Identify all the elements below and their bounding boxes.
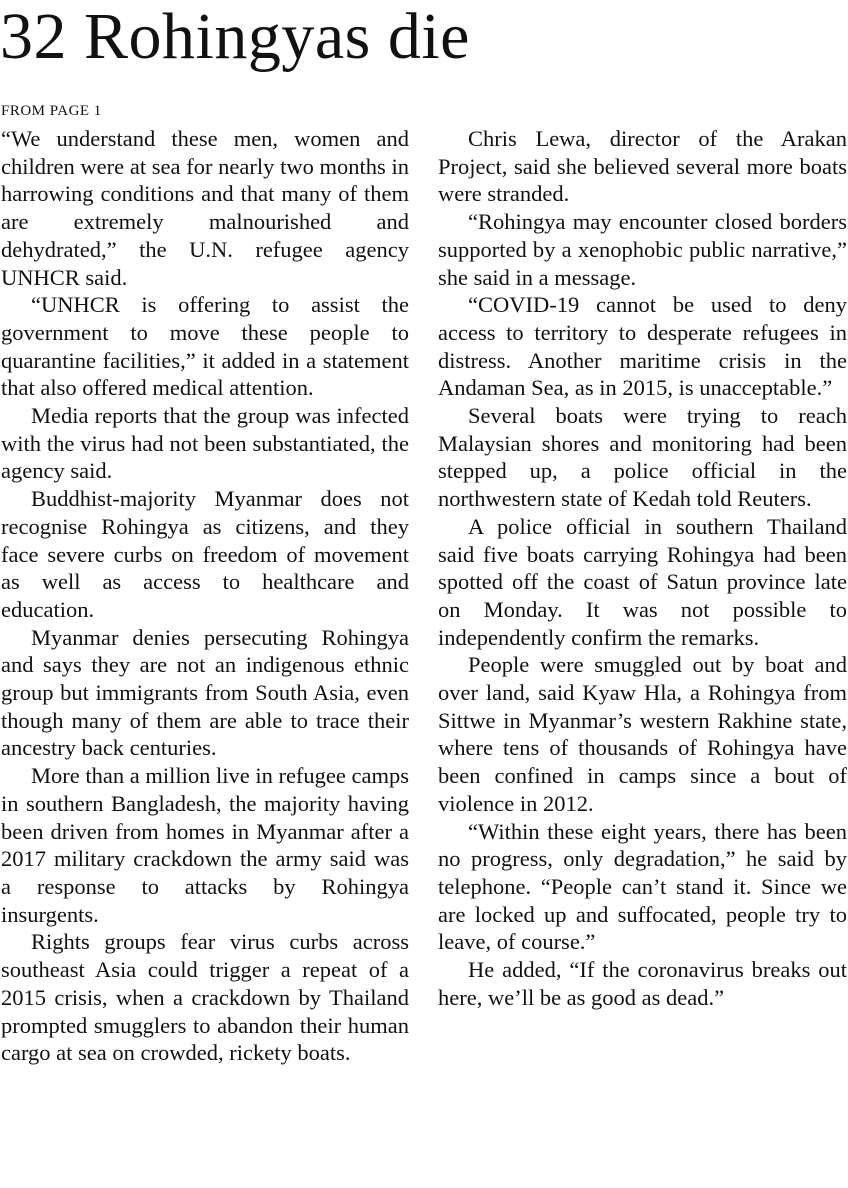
paragraph: “COVID-19 cannot be used to deny access to territory to desperate refugees in distress. Another maritime crisis in the Andaman Sea, as in 2015, is unacceptable.” [438, 292, 847, 401]
paragraph: Media reports that the group was infected with the virus had not been substantiated, the agency said. [1, 403, 409, 484]
paragraph: Chris Lewa, director of the Arakan Project, said she believed several more boats were stranded. [438, 126, 847, 207]
article-column-left [1, 125, 409, 1067]
paragraph: Rights groups fear virus curbs across southeast Asia could trigger a repeat of a 2015 crisis, when a crackdown by Thailand prompted smugglers to abandon their human cargo at sea on crowded, rickety boats. [1, 929, 409, 1066]
continued-from-label: FROM PAGE 1 [1, 103, 102, 119]
paragraph: “We understand these men, women and children were at sea for nearly two months in harrowing conditions and that many of them are extremely malnourished and dehydrated,” the U.N. refugee agency UNHCR said. [1, 126, 409, 290]
paragraph: Buddhist-majority Myanmar does not recognise Rohingya as citizens, and they face severe curbs on freedom of movement as well as access to healthcare and education. [1, 486, 409, 622]
paragraph: People were smuggled out by boat and over land, said Kyaw Hla, a Rohingya from Sittwe in Myanmar’s western Rakhine state, where tens of thousands of Rohingya have been confined in camps since a bout of violence in 2012. [438, 652, 847, 816]
paragraph: “Rohingya may encounter closed borders supported by a xenophobic public narrative,” she said in a message. [438, 209, 847, 290]
headline: 32 Rohingyas die [0, 0, 470, 73]
paragraph: More than a million live in refugee camps in southern Bangladesh, the majority having been driven from homes in Myanmar after a 2017 military crackdown the army said was a response to attacks by Rohingya insurgents. [1, 763, 410, 927]
paragraph: Several boats were trying to reach Malaysian shores and monitoring had been stepped up, a police official in the northwestern state of Kedah told Reuters. [438, 403, 847, 512]
paragraph: “UNHCR is offering to assist the government to move these people to quarantine facilities,” it added in a statement that also offered medical attention. [1, 292, 409, 401]
article-column-right [438, 125, 847, 1012]
paragraph: “Within these eight years, there has been no progress, only degradation,” he said by telephone. “People can’t stand it. Since we are locked up and suffocated, people try to leave, of course.” [438, 818, 847, 955]
paragraph: Myanmar denies persecuting Rohingya and says they are not an indigenous ethnic group but immigrants from South Asia, even though many of them are able to trace their ancestry back centuries. [1, 624, 409, 761]
paragraph: A police official in southern Thailand said five boats carrying Rohingya had been spotted off the coast of Satun province late on Monday. It was not possible to independently confirm the remarks. [438, 513, 847, 650]
paragraph: He added, “If the coronavirus breaks out here, we’ll be as good as dead.” [438, 957, 847, 1010]
